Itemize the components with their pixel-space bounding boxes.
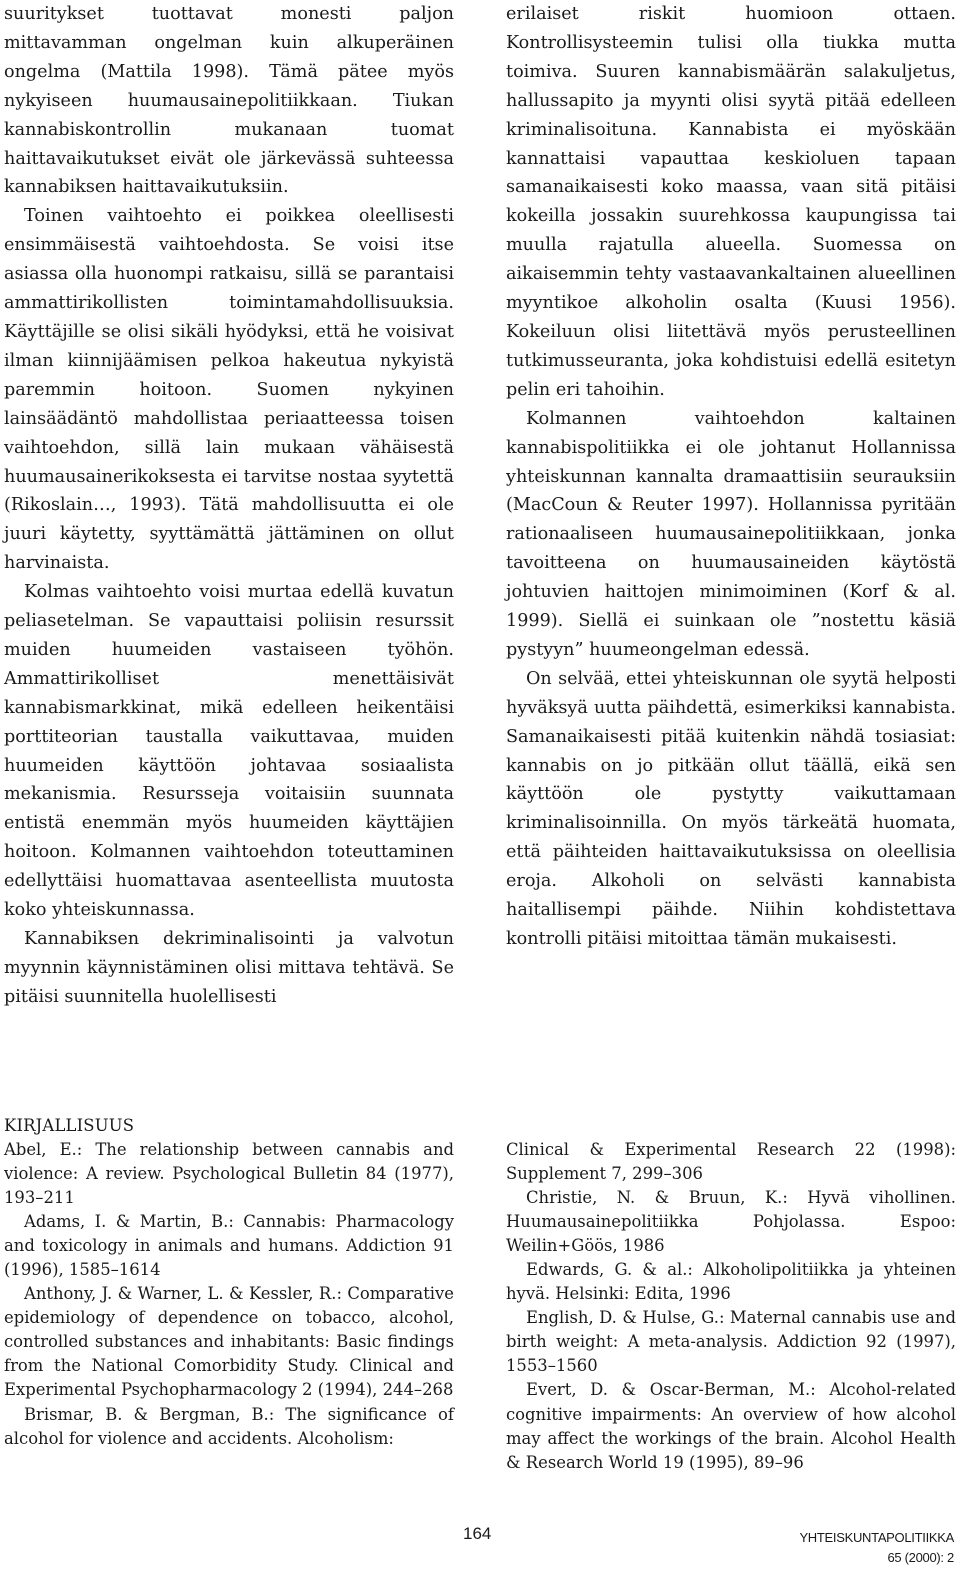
body-paragraph: suuritykset tuottavat monesti paljon mittavamman ongelman kuin alkuperäinen ongelma (Mattila 1998). Tämä pätee myös nykyiseen huumausainepolitiikkaan. Tiukan kannabiskontrollin mukanaan tuomat haittavaikutukset eivät ole järkevässä suhteessa kannabiksen haittavaikutuksiin. — [4, 4, 454, 198]
reference-entry: English, D. & Hulse, G.: Maternal cannabis use and birth weight: A meta-analysis. Addiction 92 (1997), 1553–1560 — [506, 1308, 956, 1376]
journal-name: YHTEISKUNTAPOLITIIKKA — [799, 1530, 954, 1545]
body-paragraph: Kolmannen vaihtoehdon kaltainen kannabispolitiikka ei ole johtanut Hollannissa yhteiskunnan kannalta dramaattisiin seurauksiin (MacCoun & Reuter 1997). Hollannissa pyritään rationaaliseen huumausainepolitiikkaan, jonka tavoitteena on huumausaineiden käytöstä johtuvien haittojen minimoiminen (Korf & al. 1999). Siellä ei suinkaan ole ”nostettu käsiä pystyyn” huumeongelman edessä. — [506, 408, 956, 660]
reference-entry: Anthony, J. & Warner, L. & Kessler, R.: Comparative epidemiology of dependence on tobacco, alcohol, controlled substances and inhabitants: Basic findings from the National Comorbidity Study. Clinical and Experimental Psychopharmacology 2 (1994), 244–268 — [4, 1284, 454, 1400]
body-paragraph: Kolmas vaihtoehto voisi murtaa edellä kuvatun peliasetelman. Se vapauttaisi poliisin resurssit muiden huumeiden vastaiseen työhön. Ammattirikolliset menettäisivät kannabismarkkinat, mikä edelleen heikentäisi porttiteorian taustalla vaikuttavaa, muiden huumeiden käyttöön johtavaa sosiaalista mekanismia. Resursseja voitaisiin suunnata entistä enemmän myös huumeiden käyttäjien hoitoon. Kolmannen vaihtoehdon toteuttaminen edellyttäisi huomattavaa asenteellista muutosta koko yhteiskunnassa. — [4, 582, 454, 921]
references-heading: KIRJALLISUUS — [4, 1116, 135, 1135]
references-left-column — [4, 1114, 454, 1451]
journal-issue: 65 (2000): 2 — [887, 1550, 954, 1565]
reference-entry: Evert, D. & Oscar-Berman, M.: Alcohol-related cognitive impairments: An overview of how alcohol may affect the workings of the brain. Alcohol Health & Research World 19 (1995), 89–96 — [506, 1380, 956, 1472]
reference-entry: Abel, E.: The relationship between cannabis and violence: A review. Psychological Bulletin 84 (1977), 193–211 — [4, 1140, 454, 1208]
reference-entry: Brismar, B. & Bergman, B.: The significance of alcohol for violence and accidents. Alcoholism: — [4, 1404, 454, 1448]
body-paragraph: On selvää, ettei yhteiskunnan ole syytä helposti hyväksyä uutta päihdettä, esimerkiksi kannabista. Samanaikaisesti pitää kuitenkin nähdä tosiasiat: kannabis on jo pitkään ollut täällä, eikä sen käyttöön ole pystytty vaikuttamaan kriminalisoinnilla. On myös tärkeätä huomata, että päihteiden haittavaikutuksissa on oleellisia eroja. Alkoholi on selvästi kannabista haitallisempi päihde. Niihin kohdistettava kontrolli pitäisi mitoittaa tämän mukaisesti. — [506, 668, 956, 949]
body-paragraph: Kannabiksen dekriminalisointi ja valvotun myynnin käynnistäminen olisi mittava tehtävä. Se pitäisi suunnitella huolellisesti — [4, 929, 454, 1007]
reference-entry: Adams, I. & Martin, B.: Cannabis: Pharmacology and toxicology in animals and humans. Addiction 91 (1996), 1585–1614 — [4, 1212, 454, 1280]
body-paragraph: erilaiset riskit huomioon ottaen. Kontrollisysteemin tulisi olla tiukka mutta toimiva. Suuren kannabismäärän salakuljetus, hallussapito ja myynti olisi syytä pitää edelleen kriminalisoituna. Kannabista ei myöskään kannattaisi vapauttaa keskioluen tapaan samanaikaisesti koko maassa, vaan sitä pitäisi kokeilla jossakin suurehkossa kaupungissa tai muulla rajatulla alueella. Suomessa on aikaisemmin tehty vastaavankaltainen alueellinen myyntikoe alkoholin osalta (Kuusi 1956). Kokeiluun olisi liitettävä myös perusteellinen tutkimusseuranta, joka kohdistuisi edellä esitetyn pelin eri tahoihin. — [506, 4, 956, 400]
reference-entry: Christie, N. & Bruun, K.: Hyvä vihollinen. Huumausainepolitiikka Pohjolassa. Espoo: Weilin+Göös, 1986 — [506, 1188, 956, 1256]
references-right-column — [506, 1138, 956, 1475]
right-column-body — [506, 0, 956, 954]
reference-entry: Clinical & Experimental Research 22 (1998): Supplement 7, 299–306 — [506, 1140, 956, 1184]
journal-footer — [799, 1528, 954, 1568]
body-paragraph: Toinen vaihtoehto ei poikkea oleellisesti ensimmäisestä vaihtoehdosta. Se voisi itse asiassa olla huonompi ratkaisu, sillä se parantaisi ammattirikollisten toimintamahdollisuuksia. Käyttäjille se olisi sikäli hyödyksi, että he voisivat ilman kiinnijäämisen pelkoa hakeutua nykyistä paremmin hoitoon. Suomen nykyinen lainsäädäntö mahdollistaa periaatteessa toisen vaihtoehdon, sillä lain mukaan vähäisestä huumausainerikoksesta ei tarvitse nostaa syytettä (Rikoslain…, 1993). Tätä mahdollisuutta ei ole juuri käytetty, syyttämättä jättäminen on ollut harvinaista. — [4, 206, 454, 574]
page-number: 164 — [463, 1524, 492, 1543]
reference-entry: Edwards, G. & al.: Alkoholipolitiikka ja yhteinen hyvä. Helsinki: Edita, 1996 — [506, 1260, 956, 1304]
left-column-body — [4, 0, 454, 1012]
